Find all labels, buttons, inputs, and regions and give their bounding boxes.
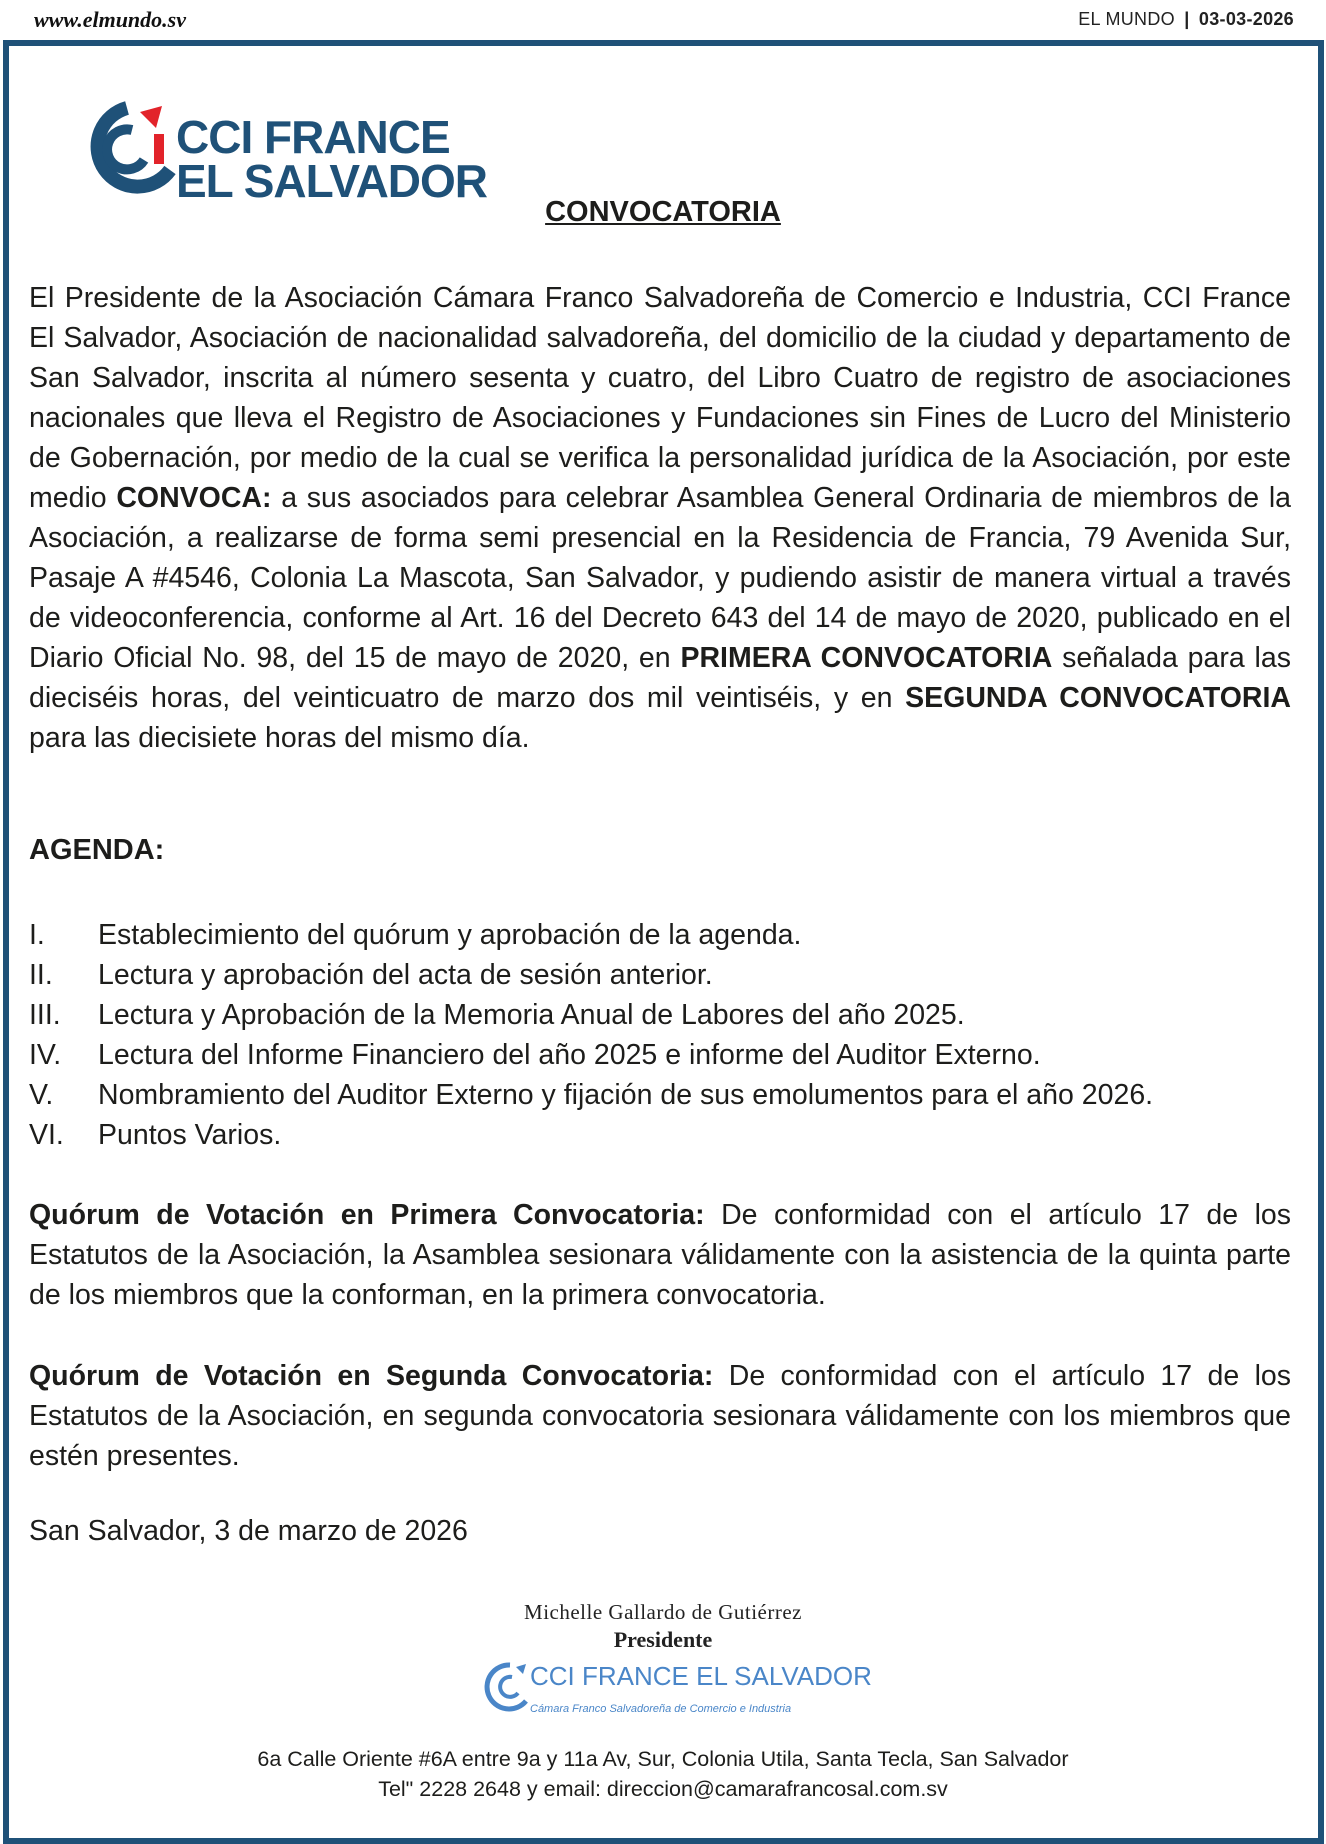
- quorum-second-label: Quórum de Votación en Segunda Convocatoria:: [29, 1360, 714, 1392]
- agenda-item-text: Nombramiento del Auditor Externo y fijación de sus emolumentos para el año 2026.: [98, 1079, 1154, 1111]
- signature-org-name: CCI FRANCE EL SALVADOR: [530, 1661, 872, 1691]
- signatory-role: Presidente: [613, 1627, 713, 1652]
- agenda-item-number: VI.: [29, 1119, 64, 1151]
- agenda-item-number: II.: [29, 959, 53, 991]
- footer-contact: Tel" 2228 2648 y email: direccion@camarafrancosal.com.sv: [378, 1777, 948, 1801]
- agenda-item-number: I.: [29, 919, 45, 951]
- agenda-item: [29, 1075, 1291, 1115]
- agenda-item-text: Lectura y Aprobación de la Memoria Anual de Labores del año 2025.: [98, 999, 965, 1031]
- agenda-item: [29, 915, 1291, 955]
- agenda-item-text: Establecimiento del quórum y aprobación de la agenda.: [98, 919, 802, 951]
- logo-red-bar: [154, 134, 164, 164]
- agenda-heading: AGENDA:: [29, 834, 165, 866]
- publication-name: EL MUNDO: [1078, 9, 1175, 29]
- quorum-first-label: Quórum de Votación en Primera Convocatoria:: [29, 1199, 705, 1231]
- logo-red-mark: [140, 106, 162, 128]
- logo-line-1: CCI FRANCE: [176, 111, 450, 163]
- intro-text-4: para las diecisiete horas del mismo día.: [29, 722, 530, 754]
- intro-text-2: a sus asociados para celebrar Asamblea General Ordinaria de miembros de la Asociación, a realizarse de forma semi presencial en la Residencia de Francia, 79 Avenida Sur, Pasaje A #4546, Colonia La Mascota, San Salvador, y pudiendo asistir de manera virtual a través de videoconferencia, conforme al Art. 16 del Decreto 643 del 14 de mayo de 2020, publicado en el Diario Oficial No. 98, del 15 de mayo de 2020, en: [29, 482, 1292, 674]
- agenda-item: [29, 955, 1291, 995]
- intro-convoca: CONVOCA:: [116, 482, 272, 514]
- agenda-list: [29, 915, 1291, 1155]
- footer-address: 6a Calle Oriente #6A entre 9a y 11a Av, Sur, Colonia Utila, Santa Tecla, San Salvador: [257, 1747, 1069, 1771]
- stamp-inner-ring: [500, 1677, 518, 1697]
- stamp-mark: [516, 1664, 526, 1674]
- dateline-separator: |: [1184, 9, 1190, 29]
- logo-line-2: EL SALVADOR: [176, 155, 488, 207]
- intro-primera: PRIMERA CONVOCATORIA: [680, 642, 1053, 674]
- dateline: [1078, 9, 1294, 30]
- intro-segunda: SEGUNDA CONVOCATORIA: [905, 682, 1292, 714]
- agenda-item-number: III.: [29, 999, 61, 1031]
- quorum-first-paragraph: [29, 1195, 1291, 1315]
- agenda-item-number: IV.: [29, 1039, 62, 1071]
- intro-paragraph: [29, 278, 1291, 758]
- intro-text-1: El Presidente de la Asociación Cámara Franco Salvadoreña de Comercio e Industria, CCI France El Salvador, Asociación de nacionalidad salvadoreña, del domicilio de la ciudad y departamento de San Salvador, inscrita al número sesenta y cuatro, del Libro Cuatro de registro de asociaciones nacionales que lleva el Registro de Asociaciones y Fundaciones sin Fines de Lucro del Ministerio de Gobernación, por medio de la cual se verifica la personalidad jurídica de la Asociación, por este medio: [29, 282, 1291, 514]
- quorum-second-paragraph: [29, 1356, 1291, 1476]
- intro-text-3: señalada para las dieciséis horas, del veinticuatro de marzo dos mil veintiséis, y en: [29, 642, 1291, 714]
- logo-inner-ring: [107, 129, 144, 169]
- signatory-name: Michelle Gallardo de Gutiérrez: [524, 1600, 802, 1624]
- publication-date: 03-03-2026: [1198, 9, 1294, 29]
- page-title: CONVOCATORIA: [545, 196, 781, 228]
- agenda-item-number: V.: [29, 1079, 54, 1111]
- logo-wordmark: [176, 111, 488, 207]
- agenda-item-text: Puntos Varios.: [98, 1119, 282, 1151]
- signature-org-subtitle: Cámara Franco Salvadoreña de Comercio e Industria: [530, 1703, 792, 1715]
- page-header: [0, 0, 1326, 40]
- stamp-outer-ring: [487, 1665, 526, 1709]
- agenda-item-text: Lectura y aprobación del acta de sesión anterior.: [98, 959, 713, 991]
- agenda-item: [29, 1035, 1291, 1075]
- quorum-first-text: De conformidad con el artículo 17 de los Estatutos de la Asociación, la Asamblea sesionara válidamente con la asistencia de la quinta parte de los miembros que la conforman, en la primera convocatoria.: [29, 1199, 1291, 1311]
- agenda-item: [29, 1115, 1291, 1155]
- place-date: San Salvador, 3 de marzo de 2026: [29, 1515, 468, 1547]
- quorum-second-text: De conformidad con el artículo 17 de los Estatutos de la Asociación, en segunda convocatoria sesionara válidamente con los miembros que estén presentes.: [29, 1360, 1291, 1472]
- agenda-item: [29, 995, 1291, 1035]
- site-url[interactable]: www.elmundo.sv: [34, 7, 186, 32]
- agenda-item-text: Lectura del Informe Financiero del año 2025 e informe del Auditor Externo.: [98, 1039, 1041, 1071]
